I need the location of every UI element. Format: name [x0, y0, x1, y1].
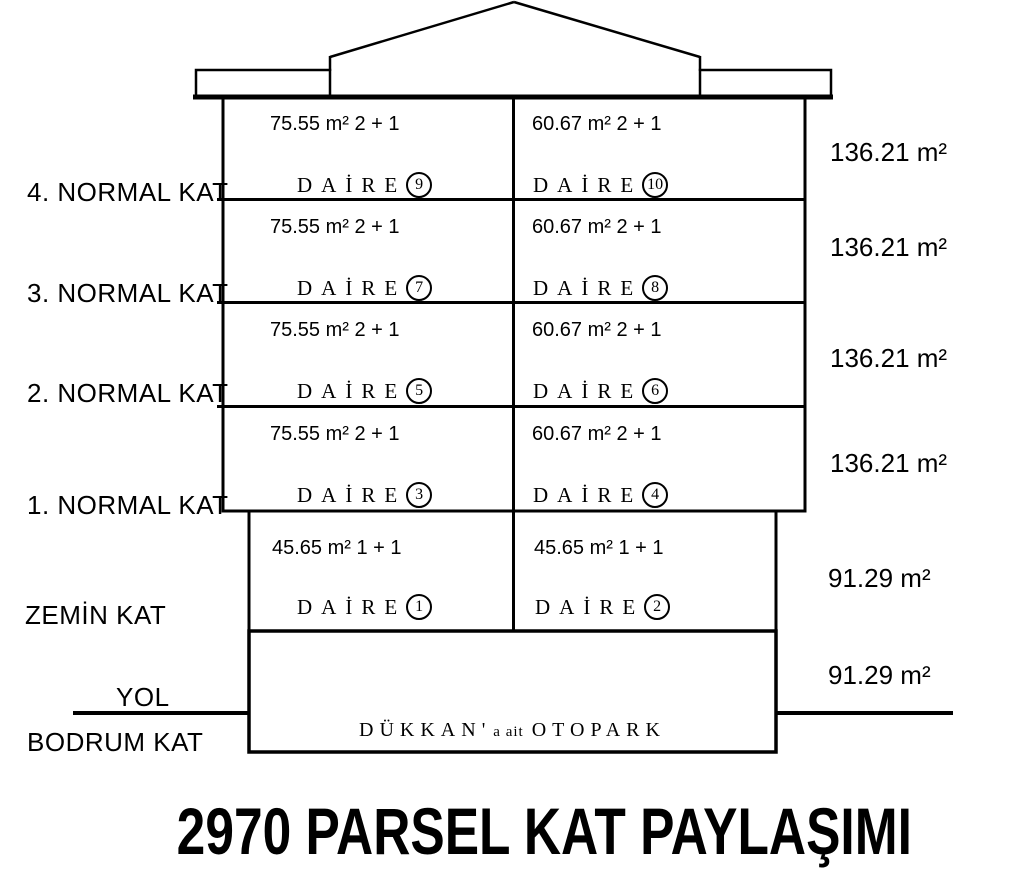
unit-word: DAİRE — [297, 276, 407, 300]
unit-number-circle: 2 — [644, 594, 670, 620]
roof-left-slope — [330, 2, 514, 57]
total-area-floor-3: 136.21 m² — [830, 232, 948, 262]
right-eave-rect — [700, 70, 831, 96]
road-label: YOL — [116, 682, 170, 712]
total-area-bodrum: 91.29 m² — [828, 660, 931, 690]
unit-daire-2 — [535, 593, 670, 621]
unit-word: DAİRE — [297, 379, 407, 403]
unit-word: DAİRE — [533, 379, 643, 403]
roof-right-slope — [514, 2, 700, 57]
unit-number-circle: 6 — [642, 378, 668, 404]
unit-daire-8 — [533, 274, 668, 302]
unit-word: DAİRE — [535, 595, 645, 619]
unit-area-daire-4: 60.67 m² 2 + 1 — [532, 423, 662, 445]
unit-number-circle: 5 — [406, 378, 432, 404]
diagram-title-row — [64, 794, 1024, 868]
unit-daire-1 — [297, 593, 432, 621]
unit-daire-4 — [533, 481, 668, 509]
unit-number-circle: 1 — [406, 594, 432, 620]
unit-word: DAİRE — [533, 276, 643, 300]
total-area-zemin: 91.29 m² — [828, 563, 931, 593]
unit-area-daire-6: 60.67 m² 2 + 1 — [532, 319, 662, 341]
unit-word: DAİRE — [533, 173, 643, 197]
unit-daire-7 — [297, 274, 432, 302]
left-eave-rect — [196, 70, 330, 96]
unit-word: DAİRE — [297, 595, 407, 619]
unit-area-daire-5: 75.55 m² 2 + 1 — [270, 319, 400, 341]
total-area-floor-4: 136.21 m² — [830, 137, 948, 167]
unit-number-circle: 10 — [642, 172, 668, 198]
diagram-title: 2970 PARSEL KAT PAYLAŞIMI — [176, 794, 912, 868]
total-area-floor-2: 136.21 m² — [830, 343, 948, 373]
unit-area-daire-7: 75.55 m² 2 + 1 — [270, 216, 400, 238]
unit-word: DAİRE — [297, 173, 407, 197]
unit-area-daire-1: 45.65 m² 1 + 1 — [272, 537, 402, 559]
floor-label-3-normal-kat: 3. NORMAL KAT — [27, 278, 229, 308]
unit-daire-9 — [297, 171, 432, 199]
unit-area-daire-9: 75.55 m² 2 + 1 — [270, 113, 400, 135]
unit-number-circle: 9 — [406, 172, 432, 198]
unit-number-circle: 4 — [642, 482, 668, 508]
unit-number-circle: 3 — [406, 482, 432, 508]
unit-area-daire-2: 45.65 m² 1 + 1 — [534, 537, 664, 559]
basement-parking-label — [249, 719, 776, 742]
floor-label-zemin-kat: ZEMİN KAT — [25, 600, 167, 630]
floor-label-bodrum-kat: BODRUM KAT — [27, 727, 204, 757]
unit-daire-5 — [297, 377, 432, 405]
unit-area-daire-8: 60.67 m² 2 + 1 — [532, 216, 662, 238]
basement-label-otopark: OTOPARK — [531, 719, 666, 741]
total-area-floor-1: 136.21 m² — [830, 448, 948, 478]
floor-label-1-normal-kat: 1. NORMAL KAT — [27, 490, 229, 520]
unit-word: DAİRE — [297, 483, 407, 507]
unit-daire-6 — [533, 377, 668, 405]
unit-area-daire-3: 75.55 m² 2 + 1 — [270, 423, 400, 445]
basement-label-a-ait: a ait — [493, 724, 524, 740]
unit-number-circle: 7 — [406, 275, 432, 301]
unit-daire-3 — [297, 481, 432, 509]
unit-number-circle: 8 — [642, 275, 668, 301]
unit-daire-10 — [533, 171, 668, 199]
floor-label-2-normal-kat: 2. NORMAL KAT — [27, 378, 229, 408]
unit-area-daire-10: 60.67 m² 2 + 1 — [532, 113, 662, 135]
basement-label-dukkan: DÜKKAN' — [359, 719, 492, 741]
floor-label-4-normal-kat: 4. NORMAL KAT — [27, 177, 229, 207]
unit-word: DAİRE — [533, 483, 643, 507]
